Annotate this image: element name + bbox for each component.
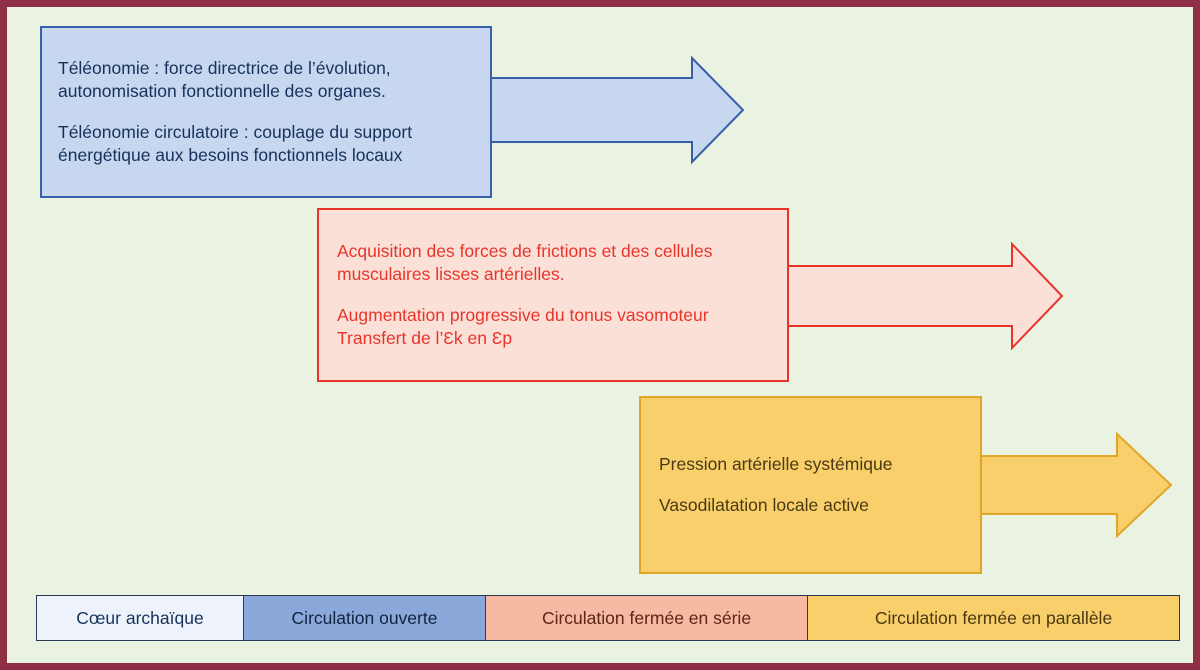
- legend-cell-circulation-ouverte: Circulation ouverte: [244, 596, 486, 640]
- legend-cell-circulation-fermee-parallele: Circulation fermée en parallèle: [808, 596, 1179, 640]
- pression-paragraph-2: Vasodilatation locale active: [659, 495, 869, 516]
- frictions-paragraph-1: Acquisition des forces de frictions et des cellules musculaires lisses artérielles.: [337, 240, 713, 284]
- arrow-block-frictions: [317, 208, 1067, 383]
- frictions-text: [317, 208, 789, 382]
- teleonomie-paragraph-2: Téléonomie circulatoire : couplage du support énergétique aux besoins fonctionnels locaux: [58, 122, 413, 166]
- arrow-block-pression: [639, 396, 1174, 574]
- legend-cell-coeur-archaique: Cœur archaïque: [37, 596, 244, 640]
- legend-bar: [36, 595, 1180, 641]
- arrow-block-teleonomie: [40, 26, 750, 198]
- teleonomie-text: [40, 26, 492, 198]
- frictions-paragraph-2: Augmentation progressive du tonus vasomoteur Transfert de l’Ɛk en Ɛp: [337, 305, 709, 349]
- pression-text: [639, 396, 982, 574]
- pression-paragraph-1: Pression artérielle systémique: [659, 453, 893, 474]
- legend-cell-circulation-fermee-serie: Circulation fermée en série: [486, 596, 808, 640]
- teleonomie-paragraph-1: Téléonomie : force directrice de l’évolution, autonomisation fonctionnelle des organes.: [58, 57, 391, 101]
